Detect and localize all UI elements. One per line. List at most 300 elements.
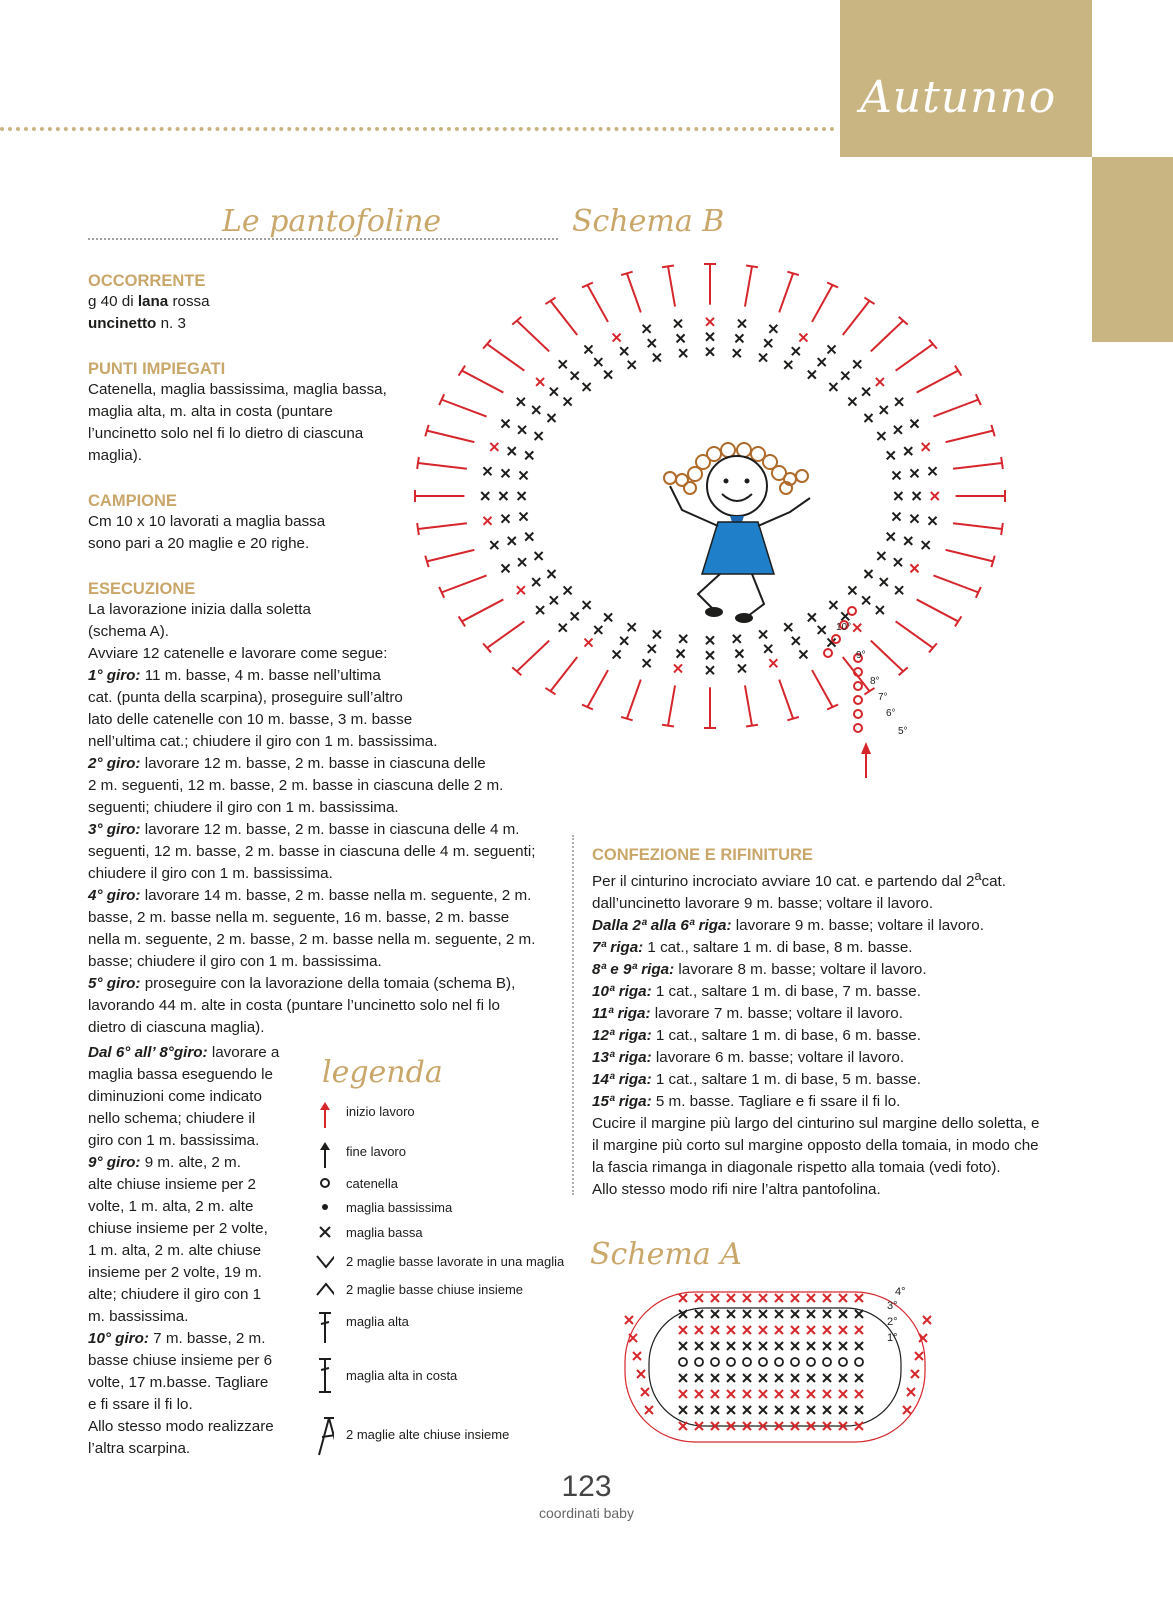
riga-text: 1 cat., saltare 1 m. di base, 7 m. basse.	[651, 983, 921, 1001]
legend-label: 2 maglie basse lavorate in una maglia	[346, 1254, 565, 1269]
cross-mark	[759, 1406, 767, 1414]
stitch-column	[662, 266, 687, 358]
cross-mark	[839, 1390, 847, 1398]
cross-mark	[823, 1294, 831, 1302]
cross-mark	[695, 1374, 703, 1382]
text-line: volte, 17 m.basse. Tagliare	[88, 1374, 269, 1391]
cross-mark	[743, 1294, 751, 1302]
chain-mark	[854, 682, 862, 690]
text-line	[88, 1042, 288, 1064]
legend-row	[316, 1140, 576, 1170]
riga-text: lavorare 7 m. basse; voltare il lavoro.	[650, 1005, 903, 1023]
legend-label: 2 maglie basse chiuse insieme	[346, 1282, 524, 1297]
side-tab	[1092, 157, 1173, 342]
giro-label: Dal 6° all’ 8°giro:	[88, 1044, 208, 1061]
cross-mark	[807, 1406, 815, 1414]
cross-mark	[743, 1342, 751, 1350]
schema-b-label: 6°	[886, 708, 896, 719]
text-line: nello schema; chiudere il	[88, 1110, 256, 1127]
cross-mark	[855, 1406, 863, 1414]
legend-row	[316, 1310, 576, 1340]
text-line: Cm 10 x 10 lavorati a maglia bassa	[88, 513, 326, 530]
title-dotted-rule	[88, 238, 558, 240]
cross-mark	[759, 1390, 767, 1398]
text-line: insieme per 2 volte, 19 m.	[88, 1264, 262, 1281]
riga-label: 14ª riga:	[592, 1071, 652, 1089]
stitch-column	[483, 586, 571, 652]
cross-mark	[903, 1406, 911, 1414]
cross-mark	[807, 1342, 815, 1350]
cross-mark	[807, 1390, 815, 1398]
text-line: La lavorazione inizia dalla soletta	[88, 601, 311, 618]
text-line: dall’uncinetto lavorare 9 m. basse; voltare il lavoro.	[592, 895, 934, 913]
cross-mark	[839, 1294, 847, 1302]
text-line: lato delle catenelle con 10 m. basse, 3 m. basse	[88, 711, 413, 728]
cross-mark	[807, 1310, 815, 1318]
stitch-column	[425, 533, 533, 567]
legend-label: maglia alta in costa	[346, 1368, 458, 1383]
cross-mark	[839, 1406, 847, 1414]
cross-mark	[839, 1310, 847, 1318]
cross-mark	[823, 1406, 831, 1414]
schema-b-label: 7°	[878, 692, 888, 703]
cross-mark	[695, 1326, 703, 1334]
cross-mark	[711, 1342, 719, 1350]
text-line: l’altra scarpina.	[88, 1440, 191, 1457]
riga-text: 1 cat., saltare 1 m. di base, 8 m. basse.	[643, 939, 913, 957]
cross-mark	[855, 1326, 863, 1334]
text-line	[88, 819, 568, 841]
punti-block	[88, 360, 408, 467]
stitch-column	[877, 394, 980, 440]
schema-b-label: 10°	[836, 622, 852, 633]
cross-mark	[727, 1310, 735, 1318]
stitch-column	[662, 635, 687, 727]
text-line: (schema A).	[88, 623, 170, 640]
t-icon	[316, 1310, 334, 1346]
punti-heading: PUNTI IMPIEGATI	[88, 360, 226, 378]
cross-mark	[695, 1294, 703, 1302]
riga-label: 8ª e 9ª riga:	[592, 961, 675, 979]
chain-mark	[759, 1358, 767, 1366]
cross-mark	[711, 1294, 719, 1302]
cross-mark	[641, 1388, 649, 1396]
stitch-column	[417, 513, 527, 535]
legend-label: maglia bassissima	[346, 1200, 453, 1215]
legend-label: 2 maglie alte chiuse insieme	[346, 1427, 510, 1442]
cross-icon	[316, 1221, 334, 1245]
giro-text: lavorare 12 m. basse, 2 m. basse in ciascuna delle 4 m.	[140, 821, 520, 838]
header-dotted-rule	[0, 127, 835, 131]
cross-mark	[855, 1342, 863, 1350]
cross-mark	[855, 1310, 863, 1318]
riga-text: lavorare 8 m. basse; voltare il lavoro.	[674, 961, 927, 979]
legenda-list	[316, 1100, 576, 1460]
legend-label: inizio lavoro	[346, 1104, 415, 1119]
chain-mark	[854, 710, 862, 718]
cross-mark	[679, 1342, 687, 1350]
occorrente-heading: OCCORRENTE	[88, 272, 206, 290]
text-line	[592, 1003, 1152, 1025]
cross-mark	[727, 1406, 735, 1414]
text-line: lavorando 44 m. alte in costa (puntare l’uncinetto solo nel fi lo	[88, 997, 500, 1014]
legend-row	[316, 1221, 576, 1251]
text-line: Cucire il margine più largo del cinturino sul margine dello soletta, e	[592, 1115, 1040, 1133]
stitch-column	[887, 533, 995, 567]
cross-mark	[807, 1374, 815, 1382]
cross-mark	[711, 1406, 719, 1414]
cross-mark	[679, 1294, 687, 1302]
cross-mark	[679, 1422, 687, 1430]
campione-heading: CAMPIONE	[88, 492, 177, 510]
legend-row	[316, 1356, 576, 1386]
giro-text: lavorare 14 m. basse, 2 m. basse nella m. seguente, 2 m.	[140, 887, 532, 904]
cross-mark	[791, 1326, 799, 1334]
chain-mark	[775, 1358, 783, 1366]
cross-mark	[727, 1294, 735, 1302]
chain-mark	[839, 1358, 847, 1366]
giro-label: 10° giro:	[88, 1330, 149, 1347]
schema-a-label: 3°	[887, 1300, 898, 1312]
occorrente-bold: uncinetto	[88, 315, 157, 332]
text-line: chiuse insieme per 2 volte,	[88, 1220, 268, 1237]
legend-row	[316, 1415, 576, 1445]
riga-label: 10ª riga:	[592, 983, 652, 1001]
cross-mark	[791, 1390, 799, 1398]
cross-mark	[775, 1294, 783, 1302]
outline-dark	[649, 1308, 901, 1426]
giro-text: lavorare 12 m. basse, 2 m. basse in ciascuna delle	[140, 755, 486, 772]
text-line: alte chiuse insieme per 2	[88, 1176, 256, 1193]
text-line: seguenti, 12 m. basse, 2 m. basse in ciascuna delle 4 m. seguenti;	[88, 843, 536, 860]
confezione-text-part: cat.	[981, 873, 1006, 891]
text-line	[88, 1328, 288, 1350]
stitch-column	[459, 366, 556, 422]
text-line	[88, 973, 568, 995]
giro-text: 9 m. alte, 2 m.	[140, 1154, 241, 1171]
circle-icon	[316, 1172, 334, 1196]
cross-mark	[743, 1406, 751, 1414]
text-line: diminuzioni come indicato	[88, 1088, 262, 1105]
campione-block	[88, 492, 408, 555]
text-line	[592, 959, 1152, 981]
cross-mark	[625, 1316, 633, 1324]
occorrente-text: g 40 di	[88, 293, 138, 310]
a-icon	[316, 1415, 334, 1457]
occorrente-text: rossa	[168, 293, 210, 310]
stitch-column	[483, 340, 571, 406]
legend-label: catenella	[346, 1176, 399, 1191]
confezione-block	[592, 846, 1152, 1201]
cross-mark	[759, 1342, 767, 1350]
cross-mark	[633, 1352, 641, 1360]
esecuzione-heading: ESECUZIONE	[88, 580, 196, 598]
chain-mark	[855, 1358, 863, 1366]
cross-mark	[759, 1374, 767, 1382]
section-title: Le pantofoline	[222, 204, 442, 239]
v-icon	[316, 1250, 334, 1274]
outline-red	[625, 1292, 925, 1442]
schema-b-label: 8°	[870, 676, 880, 687]
riga-text: lavorare 9 m. basse; voltare il lavoro.	[731, 917, 984, 935]
stitch-column	[704, 636, 716, 728]
text-line: basse, 2 m. basse nella m. seguente, 16 m. basse, 2 m. basse	[88, 909, 510, 926]
cross-mark	[823, 1342, 831, 1350]
cross-mark	[839, 1374, 847, 1382]
cross-mark	[695, 1406, 703, 1414]
dot-icon	[316, 1196, 334, 1220]
stitch-column	[582, 282, 636, 368]
esecuzione-cont-block	[88, 1042, 288, 1460]
text-line	[592, 981, 1152, 1003]
stitch-column	[864, 366, 961, 422]
t-costa-icon	[316, 1356, 334, 1396]
riga-label: 7ª riga:	[592, 939, 644, 957]
chain-mark	[727, 1358, 735, 1366]
text-line: nella m. seguente, 2 m. basse, 2 m. basse nella m. seguente, 2 m.	[88, 931, 536, 948]
stitch-column	[425, 425, 533, 459]
chain-mark	[854, 696, 862, 704]
text-line	[88, 885, 568, 907]
text-line	[592, 937, 1152, 959]
schema-b-title: Schema B	[572, 204, 725, 239]
chain-mark	[854, 724, 862, 732]
confezione-heading: CONFEZIONE E RIFINITURE	[592, 846, 813, 864]
legend-row	[316, 1100, 576, 1130]
text-line: la fascia rimanga in diagonale rispetto alla tomaia (vedi foto).	[592, 1159, 1001, 1177]
cross-mark	[839, 1326, 847, 1334]
riga-text: 1 cat., saltare 1 m. di base, 5 m. basse.	[651, 1071, 921, 1089]
cross-mark	[923, 1316, 931, 1324]
cross-mark	[855, 1294, 863, 1302]
text-line	[592, 1047, 1152, 1069]
stitch-column	[439, 552, 542, 598]
text-line: e fi ssare il fi lo.	[88, 1396, 193, 1413]
cross-mark	[775, 1342, 783, 1350]
text-line	[592, 1091, 1152, 1113]
cross-mark	[645, 1406, 653, 1414]
chain-mark	[791, 1358, 799, 1366]
cross-mark	[695, 1390, 703, 1398]
riga-text: 5 m. basse. Tagliare e fi ssare il fi lo.	[651, 1093, 901, 1111]
cross-mark	[743, 1374, 751, 1382]
riga-label: 12ª riga:	[592, 1027, 652, 1045]
legenda-title: legenda	[322, 1055, 443, 1090]
text-line: Allo stesso modo rifi nire l’altra pantofolina.	[592, 1181, 881, 1199]
caret-icon	[316, 1278, 334, 1302]
chain-mark	[695, 1358, 703, 1366]
stitch-column	[417, 457, 527, 479]
stitch-column	[415, 490, 526, 502]
cross-mark	[743, 1326, 751, 1334]
riga-label: 13ª riga:	[592, 1049, 652, 1067]
confezione-text-part: Per il cinturino incrociato avviare 10 cat. e partendo dal 2	[592, 873, 975, 891]
stitch-column	[512, 317, 590, 391]
riga-label: 11ª riga:	[592, 1005, 651, 1023]
season-tab	[840, 0, 1092, 157]
cross-mark	[679, 1406, 687, 1414]
occorrente-text: n. 3	[156, 315, 186, 332]
esecuzione-cont-text	[88, 1042, 288, 1460]
text-line	[592, 1025, 1152, 1047]
page-number: 123	[561, 1470, 612, 1503]
cross-mark	[743, 1390, 751, 1398]
schema-b-label: 5°	[898, 726, 908, 737]
start-arrow-head	[861, 742, 871, 754]
text-line: basse; chiudere il giro con 1 m. bassissima.	[88, 953, 382, 970]
legend-row	[316, 1250, 576, 1280]
campione-text	[88, 511, 408, 555]
occorrente-bold: lana	[137, 293, 169, 310]
chain-mark	[679, 1358, 687, 1366]
stitch-column	[459, 570, 556, 626]
cross-mark	[855, 1422, 863, 1430]
cross-mark	[775, 1310, 783, 1318]
text-line: maglia alta, m. alta in costa (puntare	[88, 403, 333, 420]
cross-mark	[823, 1310, 831, 1318]
cross-mark	[629, 1334, 637, 1342]
cross-mark	[679, 1310, 687, 1318]
confezione-text	[592, 865, 1152, 1201]
text-line: Avviare 12 catenelle e lavorare come segue:	[88, 645, 388, 662]
stitch-column	[582, 623, 636, 709]
cross-mark	[679, 1374, 687, 1382]
text-line: dietro di ciascuna maglia).	[88, 1019, 265, 1036]
cross-mark	[839, 1342, 847, 1350]
text-line: cat. (punta della scarpina), proseguire sull’altro	[88, 689, 403, 706]
text-line: basse chiuse insieme per 6	[88, 1352, 273, 1369]
chain-mark	[832, 635, 840, 643]
text-line	[88, 1152, 288, 1174]
giro-label: 5° giro:	[88, 975, 141, 992]
giro-text: proseguire con la lavorazione della tomaia (schema B),	[140, 975, 516, 992]
text-line: chiudere il giro con 1 m. bassissima.	[88, 865, 333, 882]
cross-mark	[775, 1390, 783, 1398]
legend-label: maglia alta	[346, 1314, 409, 1329]
text-line	[592, 1069, 1152, 1091]
text-line: 2 m. seguenti, 12 m. basse, 2 m. basse in ciascuna delle 2 m.	[88, 777, 504, 794]
cross-mark	[727, 1342, 735, 1350]
schema-a-label: 1°	[887, 1332, 898, 1344]
text-line: maglia).	[88, 447, 143, 464]
stitch-column	[733, 635, 758, 727]
giro-text: lavorare a	[207, 1044, 280, 1061]
stitch-column	[892, 457, 1002, 479]
stitch-column	[704, 264, 716, 356]
stitch-column	[439, 394, 542, 440]
cross-mark	[679, 1326, 687, 1334]
schema-a-diagram	[605, 1280, 965, 1460]
cross-mark	[791, 1310, 799, 1318]
chain-mark	[824, 649, 832, 657]
cross-mark	[775, 1326, 783, 1334]
text-line: Catenella, maglia bassissima, maglia bassa,	[88, 381, 387, 398]
cross-mark	[919, 1334, 927, 1342]
text-line	[592, 915, 1152, 937]
text-line: seguenti; chiudere il giro con 1 m. bassissima.	[88, 799, 399, 816]
riga-label: 15ª riga:	[592, 1093, 652, 1111]
cross-mark	[791, 1342, 799, 1350]
confezione-sup: a	[974, 869, 982, 883]
cross-mark	[759, 1326, 767, 1334]
cross-mark	[727, 1326, 735, 1334]
giro-label: 3° giro:	[88, 821, 141, 838]
cross-mark	[791, 1406, 799, 1414]
chain-mark	[711, 1358, 719, 1366]
cross-mark	[855, 1390, 863, 1398]
cross-mark	[743, 1310, 751, 1318]
chain-mark	[823, 1358, 831, 1366]
stitch-column	[877, 552, 980, 598]
cross-mark	[807, 1294, 815, 1302]
text-line: Allo stesso modo realizzare	[88, 1418, 274, 1435]
giro-label: 9° giro:	[88, 1154, 141, 1171]
giro-label: 4° giro:	[88, 887, 141, 904]
stitch-column	[784, 623, 838, 709]
text-line: giro con 1 m. bassissima.	[88, 1132, 260, 1149]
stitch-column	[864, 570, 961, 626]
giro-label: 2° giro:	[88, 755, 141, 772]
stitch-column	[733, 266, 758, 358]
schema-b-label: 9°	[856, 650, 866, 661]
cross-mark	[855, 1374, 863, 1382]
cross-mark	[711, 1310, 719, 1318]
stitch-column	[512, 601, 590, 675]
cross-mark	[915, 1352, 923, 1360]
legend-label: fine lavoro	[346, 1144, 406, 1159]
cross-mark	[727, 1390, 735, 1398]
cross-mark	[791, 1374, 799, 1382]
text-line: sono pari a 20 maglie e 20 righe.	[88, 535, 310, 552]
cross-mark	[807, 1326, 815, 1334]
page-subtitle: coordinati baby	[539, 1505, 634, 1521]
schema-a-label: 4°	[895, 1286, 906, 1298]
cross-mark	[907, 1388, 915, 1396]
cross-mark	[727, 1374, 735, 1382]
cross-mark	[759, 1310, 767, 1318]
chain-mark	[807, 1358, 815, 1366]
cross-mark	[711, 1326, 719, 1334]
stitch-column	[784, 282, 838, 368]
black-arrow-up-icon	[316, 1140, 334, 1170]
stitch-column	[892, 513, 1002, 535]
text-line: l’uncinetto solo nel fi lo dietro di ciascuna	[88, 425, 364, 442]
text-line: maglia bassa eseguendo le	[88, 1066, 273, 1083]
cross-mark	[711, 1374, 719, 1382]
cross-mark	[911, 1370, 919, 1378]
giro-text: 11 m. basse, 4 m. basse nell’ultima	[140, 667, 381, 684]
chain-mark	[743, 1358, 751, 1366]
stitch-column	[848, 340, 936, 406]
text-line: m. bassissima.	[88, 1308, 189, 1325]
column-divider	[572, 835, 574, 1195]
girl-illustration	[640, 426, 870, 636]
cross-mark	[695, 1342, 703, 1350]
cross-mark	[823, 1390, 831, 1398]
cross-mark	[823, 1326, 831, 1334]
cross-mark	[775, 1406, 783, 1414]
giro-label: 1° giro:	[88, 667, 141, 684]
text-line: il margine più corto sul margine opposto della tomaia, in modo che	[592, 1137, 1039, 1155]
legend-label: maglia bassa	[346, 1225, 423, 1240]
season-tab-label: Autunno	[860, 72, 1057, 123]
text-line: nell’ultima cat.; chiudere il giro con 1 m. bassissima.	[88, 733, 438, 750]
punti-text	[88, 379, 408, 467]
text-line: 1 m. alta, 2 m. alte chiuse	[88, 1242, 262, 1259]
riga-text: 1 cat., saltare 1 m. di base, 6 m. basse.	[651, 1027, 921, 1045]
stitch-column	[894, 490, 1005, 502]
stitch-column	[887, 425, 995, 459]
